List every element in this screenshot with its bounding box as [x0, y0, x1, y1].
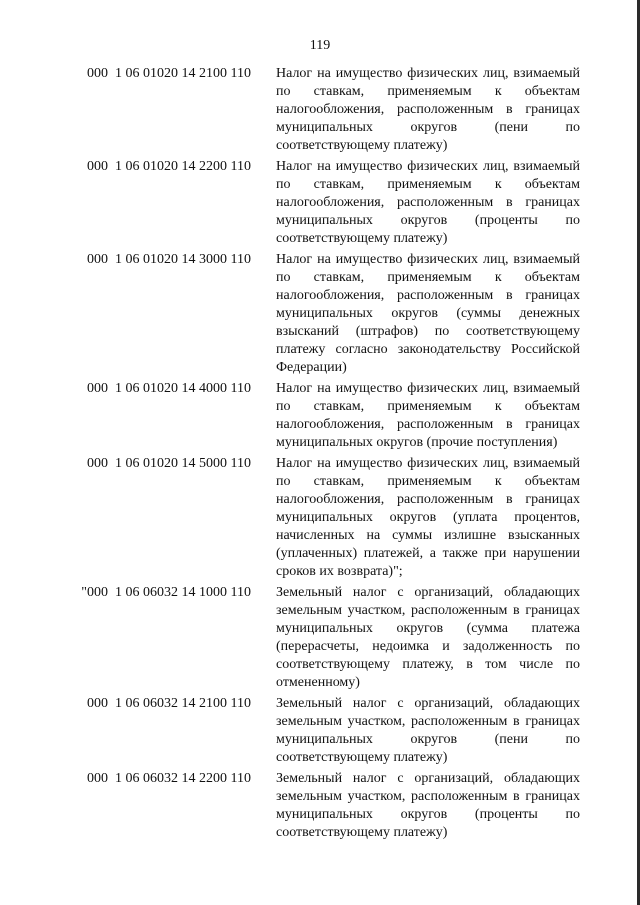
budget-classification-code: 1 06 01020 14 3000 110: [115, 252, 251, 267]
budget-classification-code: 1 06 01020 14 4000 110: [115, 381, 251, 396]
income-description: Налог на имущество физических лиц, взимаемый по ставкам, применяемым к объектам налогообложения, расположенным в границах муниципальных округов (прочие поступления): [276, 381, 580, 450]
admin-code: "000: [81, 585, 108, 600]
list-item: [0, 251, 640, 377]
admin-code: 000: [87, 771, 108, 786]
income-description: Земельный налог с организаций, обладающих земельным участком, расположенным в границах муниципальных округов (пени по соответствующему платежу): [276, 696, 580, 765]
income-description: Налог на имущество физических лиц, взимаемый по ставкам, применяемым к объектам налогообложения, расположенным в границах муниципальных округов (пени по соответствующему платежу): [276, 66, 580, 153]
list-item: [0, 695, 640, 767]
budget-classification-code: 1 06 01020 14 2200 110: [115, 159, 251, 174]
page-number: 119: [309, 38, 331, 53]
admin-code: 000: [87, 696, 108, 711]
income-description: Земельный налог с организаций, обладающих земельным участком, расположенным в границах муниципальных округов (сумма платежа (перерасчеты, недоимка и задолженность по соответствующему платежу, в том числе по отмененному): [276, 585, 580, 690]
admin-code: 000: [87, 66, 108, 81]
admin-code: 000: [87, 456, 108, 471]
list-item: [0, 455, 640, 581]
list-item: [0, 65, 640, 155]
budget-classification-code: 1 06 06032 14 2100 110: [115, 696, 251, 711]
list-item: [0, 158, 640, 248]
income-description: Земельный налог с организаций, обладающих земельным участком, расположенным в границах муниципальных округов (проценты по соответствующему платежу): [276, 771, 580, 840]
admin-code: 000: [87, 159, 108, 174]
budget-codes-list: [0, 65, 640, 842]
list-item: [0, 380, 640, 452]
admin-code: 000: [87, 252, 108, 267]
budget-classification-code: 1 06 01020 14 5000 110: [115, 456, 251, 471]
list-item: [0, 770, 640, 842]
admin-code: 000: [87, 381, 108, 396]
budget-classification-code: 1 06 06032 14 2200 110: [115, 771, 251, 786]
budget-classification-code: 1 06 06032 14 1000 110: [115, 585, 251, 600]
income-description: Налог на имущество физических лиц, взимаемый по ставкам, применяемым к объектам налогообложения, расположенным в границах муниципальных округов (суммы денежных взысканий (штрафов) по соответствующему платежу согласно законодательству Российской Федерации): [276, 252, 580, 375]
budget-classification-code: 1 06 01020 14 2100 110: [115, 66, 251, 81]
income-description: Налог на имущество физических лиц, взимаемый по ставкам, применяемым к объектам налогообложения, расположенным в границах муниципальных округов (проценты по соответствующему платежу): [276, 159, 580, 246]
list-item: [0, 584, 640, 692]
income-description: Налог на имущество физических лиц, взимаемый по ставкам, применяемым к объектам налогообложения, расположенным в границах муниципальных округов (уплата процентов, начисленных на суммы излишне взысканных (уплаченных) платежей, а также при нарушении сроков их возврата)";: [276, 456, 580, 579]
